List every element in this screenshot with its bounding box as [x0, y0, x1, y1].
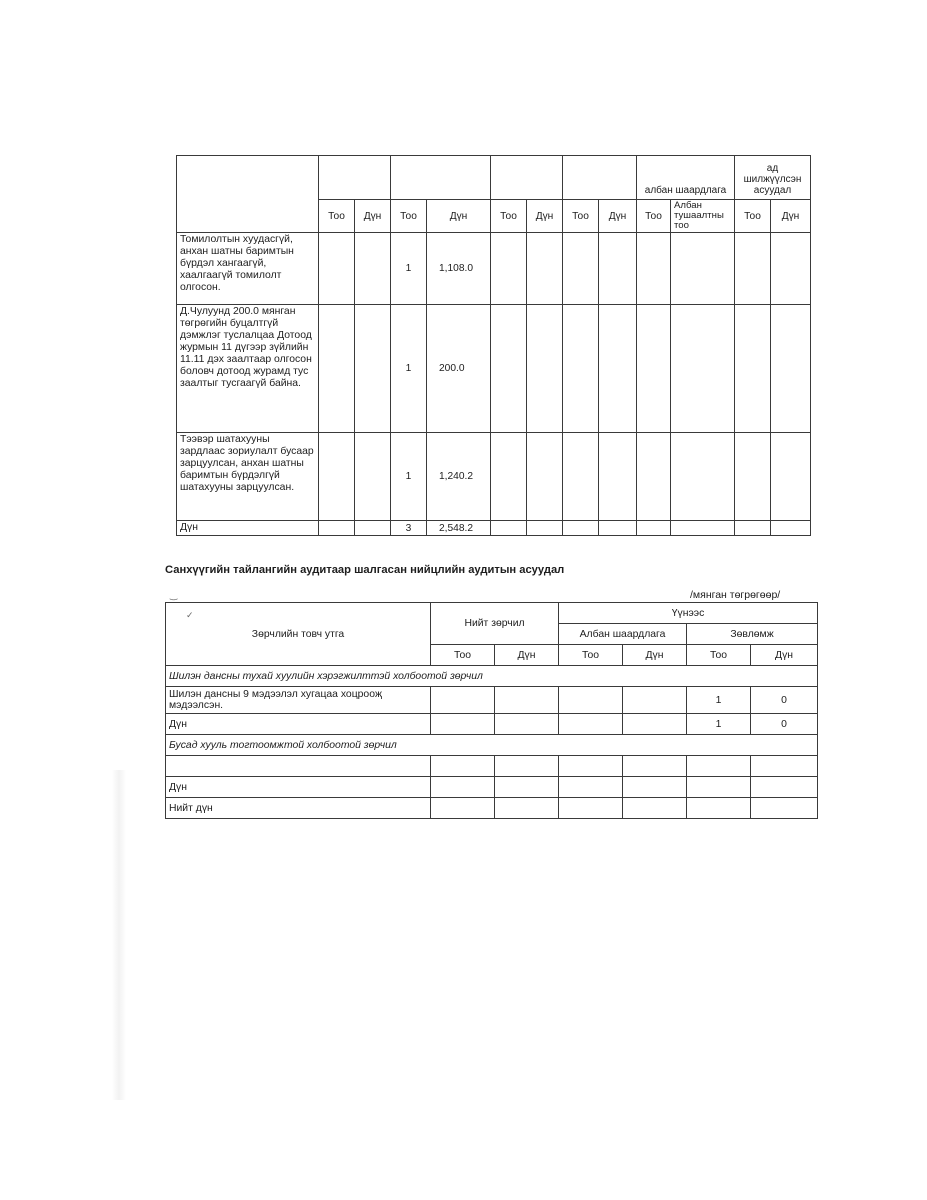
total-label: Дүн [177, 521, 319, 536]
subheader-amount: Дүн [771, 200, 811, 233]
subtotal-recommendation-count: 1 [687, 714, 751, 735]
group-header-1 [319, 156, 391, 200]
check-mark-icon: ✓ [186, 610, 194, 620]
group-header-4 [563, 156, 637, 200]
recommendation-amount: 0 [751, 687, 818, 714]
grand-total-label: Нийт дүн [166, 798, 431, 819]
grand-total-row [166, 798, 818, 819]
row-amount: 1,108.0 [427, 233, 491, 305]
subheader-amount: Дүн [495, 645, 559, 666]
section-row-glass-account: Шилэн дансны тухай хуулийн хэрэгжилттэй холбоотой зөрчил [166, 666, 818, 687]
header-official-demand: Албан шаардлага [559, 624, 687, 645]
group-header-official-demand: албан шаардлага [637, 156, 735, 200]
section-row-other-laws: Бусад хууль тогтоомжтой холбоотой зөрчил [166, 735, 818, 756]
scan-shadow [112, 770, 126, 1100]
subheader-count: Тоо [559, 645, 623, 666]
row-amount: 200.0 [427, 305, 491, 433]
header-description: Зөрчлийн товч утга [166, 603, 431, 666]
subheader-count: Тоо [637, 200, 671, 233]
row-description: Тээвэр шатахууны зардлаас зориулалт бусаар зарцуулсан, анхан шатны баримтын бүрдэлгүй шатахууны зарцуулсан. [177, 433, 319, 521]
table-row [177, 305, 811, 433]
table-row [166, 687, 818, 714]
section-heading: Санхүүгийн тайлангийн аудитаар шалгасан нийцлийн аудитын асуудал [165, 564, 565, 576]
subtotal-label: Дүн [166, 777, 431, 798]
subtotal-recommendation-amount: 0 [751, 714, 818, 735]
subheader-count: Тоо [431, 645, 495, 666]
row-amount: 1,240.2 [427, 433, 491, 521]
subheader-amount: Дүн [623, 645, 687, 666]
subheader-count: Тоо [491, 200, 527, 233]
group-header-2 [391, 156, 491, 200]
header-of-which: Үүнээс [559, 603, 818, 624]
row-description: Шилэн дансны 9 мэдээлэл хугацаа хоцрооҗ мэдээлсэн. [166, 687, 431, 714]
row-count: 1 [391, 433, 427, 521]
compliance-issues-table [165, 602, 818, 819]
subtotal-row [166, 714, 818, 735]
row-count: 1 [391, 233, 427, 305]
table-row [177, 433, 811, 521]
row-description: Томилолтын хуудасгүй, анхан шатны баримтын бүрдэл хангаагүй, хаалгаагүй томилолт олгосон. [177, 233, 319, 305]
subheader-amount: Дүн [527, 200, 563, 233]
total-count: 3 [391, 521, 427, 536]
row-description: Д.Чулуунд 200.0 мянган төгрөгийн буцалтгүй дэмжлэг туслалцаа Дотоод журмын 11 дүгээр зүйлийн 11.11 дэх заалтаар олгосон боловч дотоод журамд тус заалтыг тусгаагүй байна. [177, 305, 319, 433]
subheader-count: Тоо [687, 645, 751, 666]
subheader-amount: Дүн [599, 200, 637, 233]
subheader-count: Тоо [735, 200, 771, 233]
total-amount: 2,548.2 [427, 521, 491, 536]
total-row [177, 521, 811, 536]
group-header-3 [491, 156, 563, 200]
subtotal-label: Дүн [166, 714, 431, 735]
recommendation-count: 1 [687, 687, 751, 714]
header-recommendation: Зөвлөмж [687, 624, 818, 645]
blank-header-cell [177, 156, 319, 233]
subheader-count: Тоо [391, 200, 427, 233]
subheader-count: Тоо [319, 200, 355, 233]
subheader-amount: Дүн [427, 200, 491, 233]
subtotal-row [166, 777, 818, 798]
scan-mark: ‿ [170, 590, 178, 600]
subheader-amount: Дүн [751, 645, 818, 666]
table-row [166, 756, 818, 777]
violations-table [176, 155, 811, 536]
group-header-transferred: ад шилжүүлсэн асуудал [735, 156, 811, 200]
table-row [177, 233, 811, 305]
subheader-count: Тоо [563, 200, 599, 233]
row-count: 1 [391, 305, 427, 433]
unit-note: /мянган төгрөгөөр/ [690, 589, 781, 601]
subheader-officials-count: Албан тушаалтны тоо [671, 200, 735, 233]
subheader-amount: Дүн [355, 200, 391, 233]
header-total-violations: Нийт зөрчил [431, 603, 559, 645]
